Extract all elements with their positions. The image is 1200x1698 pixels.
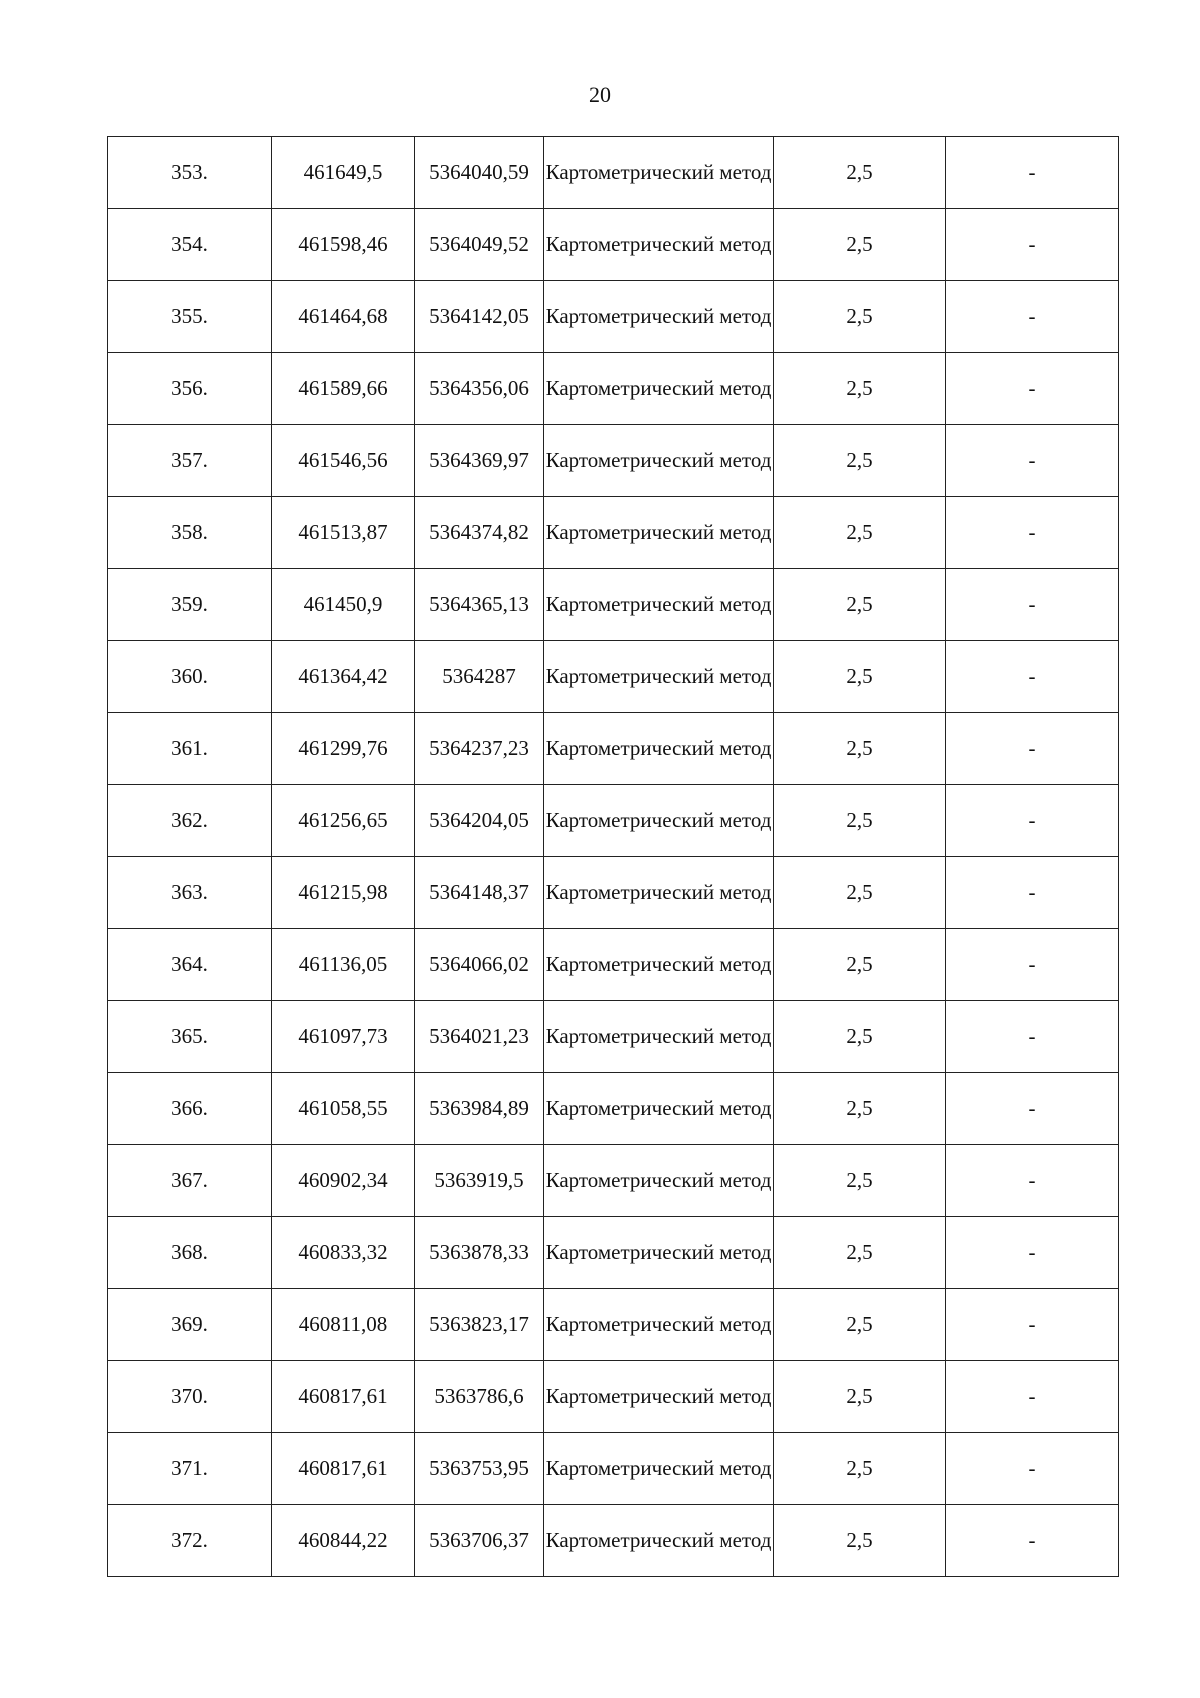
y-coordinate-cell: 5364142,05 <box>415 281 544 353</box>
note-cell: - <box>946 641 1119 713</box>
table-row <box>108 1289 1119 1361</box>
note-cell: - <box>946 1361 1119 1433</box>
method-cell: Картометрический метод <box>544 1361 774 1433</box>
method-cell: Картометрический метод <box>544 209 774 281</box>
x-coordinate-cell: 461364,42 <box>272 641 415 713</box>
note-cell: - <box>946 929 1119 1001</box>
point-number-cell: 353. <box>108 137 272 209</box>
y-coordinate-cell: 5363786,6 <box>415 1361 544 1433</box>
note-cell: - <box>946 281 1119 353</box>
note-cell: - <box>946 137 1119 209</box>
y-coordinate-cell: 5364374,82 <box>415 497 544 569</box>
x-coordinate-cell: 461097,73 <box>272 1001 415 1073</box>
method-cell: Картометрический метод <box>544 641 774 713</box>
y-coordinate-cell: 5364021,23 <box>415 1001 544 1073</box>
accuracy-cell: 2,5 <box>774 1001 946 1073</box>
accuracy-cell: 2,5 <box>774 1073 946 1145</box>
y-coordinate-cell: 5364204,05 <box>415 785 544 857</box>
point-number-cell: 356. <box>108 353 272 425</box>
note-cell: - <box>946 1217 1119 1289</box>
accuracy-cell: 2,5 <box>774 137 946 209</box>
method-cell: Картометрический метод <box>544 1217 774 1289</box>
method-cell: Картометрический метод <box>544 569 774 641</box>
point-number-cell: 365. <box>108 1001 272 1073</box>
note-cell: - <box>946 353 1119 425</box>
note-cell: - <box>946 1001 1119 1073</box>
table-row <box>108 353 1119 425</box>
y-coordinate-cell: 5364049,52 <box>415 209 544 281</box>
accuracy-cell: 2,5 <box>774 1505 946 1577</box>
accuracy-cell: 2,5 <box>774 1361 946 1433</box>
point-number-cell: 354. <box>108 209 272 281</box>
table-row <box>108 425 1119 497</box>
note-cell: - <box>946 209 1119 281</box>
note-cell: - <box>946 857 1119 929</box>
point-number-cell: 367. <box>108 1145 272 1217</box>
x-coordinate-cell: 460844,22 <box>272 1505 415 1577</box>
x-coordinate-cell: 461464,68 <box>272 281 415 353</box>
point-number-cell: 357. <box>108 425 272 497</box>
y-coordinate-cell: 5363706,37 <box>415 1505 544 1577</box>
method-cell: Картометрический метод <box>544 425 774 497</box>
x-coordinate-cell: 461589,66 <box>272 353 415 425</box>
note-cell: - <box>946 569 1119 641</box>
x-coordinate-cell: 460817,61 <box>272 1361 415 1433</box>
method-cell: Картометрический метод <box>544 1433 774 1505</box>
point-number-cell: 358. <box>108 497 272 569</box>
point-number-cell: 372. <box>108 1505 272 1577</box>
method-cell: Картометрический метод <box>544 1073 774 1145</box>
y-coordinate-cell: 5363984,89 <box>415 1073 544 1145</box>
accuracy-cell: 2,5 <box>774 713 946 785</box>
point-number-cell: 371. <box>108 1433 272 1505</box>
method-cell: Картометрический метод <box>544 137 774 209</box>
point-number-cell: 368. <box>108 1217 272 1289</box>
method-cell: Картометрический метод <box>544 713 774 785</box>
note-cell: - <box>946 785 1119 857</box>
point-number-cell: 369. <box>108 1289 272 1361</box>
page-number: 20 <box>589 82 611 107</box>
method-cell: Картометрический метод <box>544 353 774 425</box>
x-coordinate-cell: 461299,76 <box>272 713 415 785</box>
accuracy-cell: 2,5 <box>774 1289 946 1361</box>
table-row <box>108 929 1119 1001</box>
note-cell: - <box>946 713 1119 785</box>
accuracy-cell: 2,5 <box>774 785 946 857</box>
x-coordinate-cell: 461058,55 <box>272 1073 415 1145</box>
point-number-cell: 359. <box>108 569 272 641</box>
accuracy-cell: 2,5 <box>774 209 946 281</box>
y-coordinate-cell: 5364237,23 <box>415 713 544 785</box>
x-coordinate-cell: 461136,05 <box>272 929 415 1001</box>
method-cell: Картометрический метод <box>544 497 774 569</box>
point-number-cell: 355. <box>108 281 272 353</box>
x-coordinate-cell: 460902,34 <box>272 1145 415 1217</box>
y-coordinate-cell: 5364040,59 <box>415 137 544 209</box>
table-row <box>108 857 1119 929</box>
accuracy-cell: 2,5 <box>774 353 946 425</box>
x-coordinate-cell: 461598,46 <box>272 209 415 281</box>
x-coordinate-cell: 461546,56 <box>272 425 415 497</box>
accuracy-cell: 2,5 <box>774 1217 946 1289</box>
y-coordinate-cell: 5364148,37 <box>415 857 544 929</box>
table-row <box>108 1217 1119 1289</box>
accuracy-cell: 2,5 <box>774 569 946 641</box>
coordinates-table <box>107 136 1119 1577</box>
table-row <box>108 713 1119 785</box>
point-number-cell: 366. <box>108 1073 272 1145</box>
x-coordinate-cell: 461450,9 <box>272 569 415 641</box>
note-cell: - <box>946 497 1119 569</box>
y-coordinate-cell: 5364287 <box>415 641 544 713</box>
table-row <box>108 281 1119 353</box>
x-coordinate-cell: 461513,87 <box>272 497 415 569</box>
method-cell: Картометрический метод <box>544 1145 774 1217</box>
table-row <box>108 1001 1119 1073</box>
y-coordinate-cell: 5364365,13 <box>415 569 544 641</box>
x-coordinate-cell: 460833,32 <box>272 1217 415 1289</box>
x-coordinate-cell: 460811,08 <box>272 1289 415 1361</box>
note-cell: - <box>946 1289 1119 1361</box>
table-body <box>108 137 1119 1577</box>
accuracy-cell: 2,5 <box>774 281 946 353</box>
y-coordinate-cell: 5364066,02 <box>415 929 544 1001</box>
point-number-cell: 360. <box>108 641 272 713</box>
y-coordinate-cell: 5363919,5 <box>415 1145 544 1217</box>
table-row <box>108 1145 1119 1217</box>
table-row <box>108 497 1119 569</box>
method-cell: Картометрический метод <box>544 1289 774 1361</box>
point-number-cell: 364. <box>108 929 272 1001</box>
x-coordinate-cell: 460817,61 <box>272 1433 415 1505</box>
y-coordinate-cell: 5363753,95 <box>415 1433 544 1505</box>
table-row <box>108 1073 1119 1145</box>
accuracy-cell: 2,5 <box>774 1433 946 1505</box>
y-coordinate-cell: 5364369,97 <box>415 425 544 497</box>
note-cell: - <box>946 1145 1119 1217</box>
accuracy-cell: 2,5 <box>774 497 946 569</box>
note-cell: - <box>946 1505 1119 1577</box>
x-coordinate-cell: 461256,65 <box>272 785 415 857</box>
method-cell: Картометрический метод <box>544 785 774 857</box>
accuracy-cell: 2,5 <box>774 1145 946 1217</box>
table-row <box>108 1505 1119 1577</box>
note-cell: - <box>946 425 1119 497</box>
accuracy-cell: 2,5 <box>774 929 946 1001</box>
x-coordinate-cell: 461649,5 <box>272 137 415 209</box>
method-cell: Картометрический метод <box>544 929 774 1001</box>
table-row <box>108 137 1119 209</box>
note-cell: - <box>946 1073 1119 1145</box>
point-number-cell: 362. <box>108 785 272 857</box>
point-number-cell: 361. <box>108 713 272 785</box>
table-row <box>108 785 1119 857</box>
y-coordinate-cell: 5364356,06 <box>415 353 544 425</box>
method-cell: Картометрический метод <box>544 857 774 929</box>
table-row <box>108 209 1119 281</box>
table-row <box>108 1361 1119 1433</box>
method-cell: Картометрический метод <box>544 1505 774 1577</box>
accuracy-cell: 2,5 <box>774 857 946 929</box>
x-coordinate-cell: 461215,98 <box>272 857 415 929</box>
method-cell: Картометрический метод <box>544 1001 774 1073</box>
accuracy-cell: 2,5 <box>774 425 946 497</box>
point-number-cell: 370. <box>108 1361 272 1433</box>
y-coordinate-cell: 5363878,33 <box>415 1217 544 1289</box>
note-cell: - <box>946 1433 1119 1505</box>
y-coordinate-cell: 5363823,17 <box>415 1289 544 1361</box>
table-row <box>108 641 1119 713</box>
method-cell: Картометрический метод <box>544 281 774 353</box>
table-row <box>108 569 1119 641</box>
point-number-cell: 363. <box>108 857 272 929</box>
accuracy-cell: 2,5 <box>774 641 946 713</box>
table-row <box>108 1433 1119 1505</box>
